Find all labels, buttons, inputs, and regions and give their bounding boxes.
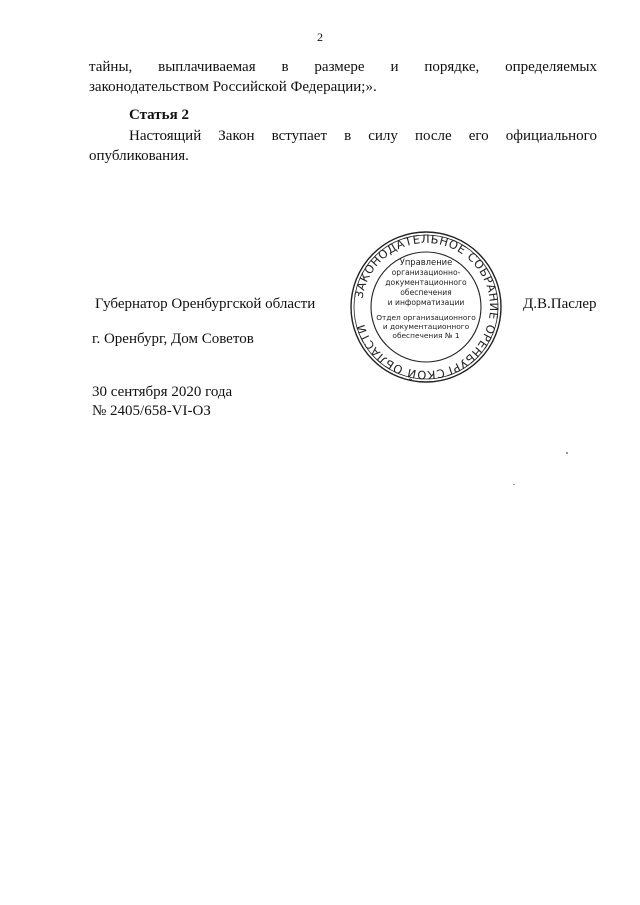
page-number: 2 xyxy=(317,30,323,44)
signatory-position: Губернатор Оренбургской области xyxy=(95,296,316,312)
word: силу xyxy=(368,128,398,144)
paragraph-continuation xyxy=(89,57,597,97)
stamp-inner-text xyxy=(376,257,476,340)
stamp-inner-line: организационно- xyxy=(391,268,461,277)
law-date-number xyxy=(92,383,232,421)
word: вступает xyxy=(271,128,328,144)
paragraph-line xyxy=(89,57,597,77)
law-number: № 2405/658-VI-ОЗ xyxy=(92,403,211,419)
word: порядке, xyxy=(424,59,480,75)
word: определяемых xyxy=(505,59,597,75)
stamp-inner-line: документационного xyxy=(385,278,467,287)
signing-place: г. Оренбург, Дом Советов xyxy=(92,331,254,347)
stamp-inner-line: обеспечения № 1 xyxy=(392,331,460,340)
scan-speck xyxy=(566,452,568,454)
paragraph-line: законодательством Российской Федерации;». xyxy=(89,79,377,95)
word: после xyxy=(414,128,452,144)
word: Закон xyxy=(218,128,255,144)
word: в xyxy=(344,128,352,144)
stamp-inner-line: обеспечения xyxy=(400,288,452,297)
signatory-name: Д.В.Паслер xyxy=(523,296,597,312)
article-heading: Статья 2 xyxy=(129,107,189,123)
word: официального xyxy=(505,128,597,144)
word: размере xyxy=(314,59,365,75)
stamp-inner-line: Отдел организационного xyxy=(376,313,476,322)
word: в xyxy=(281,59,289,75)
word: Настоящий xyxy=(129,128,202,144)
article-line xyxy=(89,126,597,146)
word: выплачиваемая xyxy=(158,59,256,75)
article-text xyxy=(89,126,597,166)
scan-speck xyxy=(513,484,515,485)
stamp-outer-path: ЗАКОНОДАТЕЛЬНОЕ СОБРАНИЕ ОРЕНБУРГСКОЙ ОБЛАСТИ xyxy=(351,231,502,383)
law-date: 30 сентября 2020 года xyxy=(92,384,233,400)
word: и xyxy=(390,59,399,75)
word: его xyxy=(468,128,489,144)
official-stamp xyxy=(348,229,504,385)
stamp-inner-line: и документационного xyxy=(382,322,470,331)
stamp-inner-line: и информатизации xyxy=(387,298,465,307)
stamp-outer-text xyxy=(352,232,501,382)
word: тайны, xyxy=(89,59,133,75)
stamp-inner-line: Управление xyxy=(399,257,453,267)
article-line: опубликования. xyxy=(89,148,189,164)
